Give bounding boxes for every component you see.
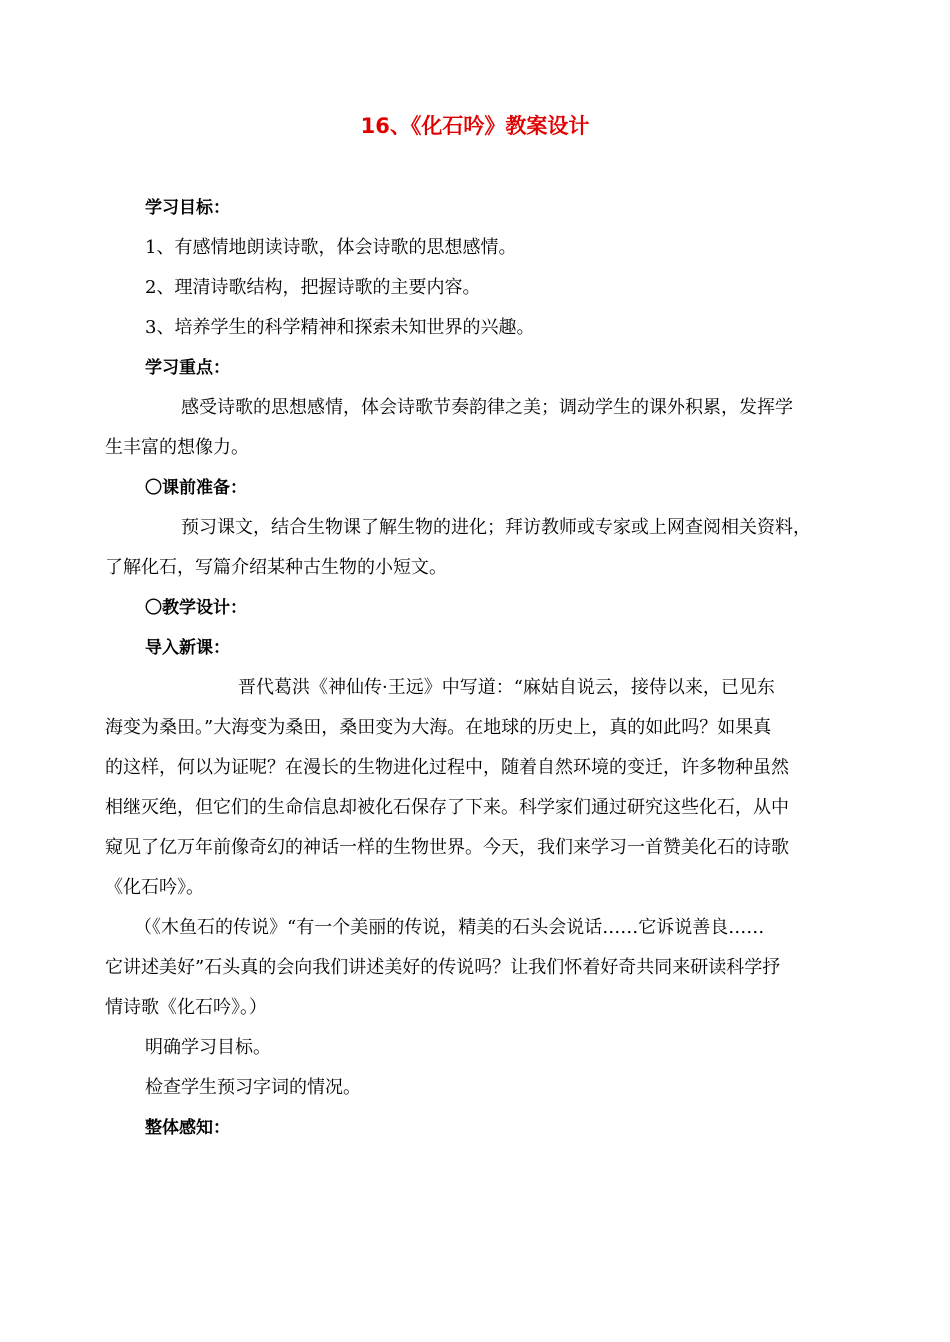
prep-line: 了解化石，写篇介绍某种古生物的小短文。 — [105, 557, 447, 578]
design-heading: 〇教学设计： — [145, 598, 247, 618]
intro-line: 窥见了亿万年前像奇幻的神话一样的生物世界。今天，我们来学习一首赞美化石的诗歌 — [105, 837, 789, 858]
prep-heading: 〇课前准备： — [145, 478, 247, 498]
goal-item: 2、理清诗歌结构，把握诗歌的主要内容。 — [145, 277, 481, 298]
intro-line: 晋代葛洪《神仙传·王远》中写道：“麻姑自说云，接侍以来，已见东 — [238, 677, 775, 698]
goal-item: 1、有感情地朗读诗歌，体会诗歌的思想感情。 — [145, 237, 517, 258]
overall-heading: 整体感知： — [145, 1118, 230, 1138]
intro-line: 海变为桑田。”大海变为桑田，桑田变为大海。在地球的历史上，真的如此吗？如果真 — [105, 717, 772, 738]
intro-heading: 导入新课： — [145, 638, 230, 658]
intro-line: 《化石吟》。 — [105, 877, 204, 898]
focus-line: 感受诗歌的思想感情，体会诗歌节奏韵律之美；调动学生的课外积累，发挥学 — [181, 397, 793, 418]
goals-heading: 学习目标： — [145, 198, 230, 218]
prep-line: 预习课文，结合生物课了解生物的进化；拜访教师或专家或上网查阅相关资料， — [181, 517, 811, 538]
intro-line: 相继灭绝，但它们的生命信息却被化石保存了下来。科学家们通过研究这些化石，从中 — [105, 797, 789, 818]
aside-line: （《木鱼石的传说》“有一个美丽的传说，精美的石头会说话……它诉说善良…… — [134, 917, 765, 938]
focus-heading: 学习重点： — [145, 358, 230, 378]
step-item: 检查学生预习字词的情况。 — [145, 1077, 361, 1098]
aside-line: 情诗歌《化石吟》。） — [105, 997, 267, 1018]
aside-line: 它讲述美好”石头真的会向我们讲述美好的传说吗？让我们怀着好奇共同来研读科学抒 — [105, 957, 781, 978]
document-title: 16、《化石吟》教案设计 — [360, 114, 590, 138]
step-item: 明确学习目标。 — [145, 1037, 271, 1058]
intro-line: 的这样，何以为证呢？在漫长的生物进化过程中，随着自然环境的变迁，许多物种虽然 — [105, 757, 789, 778]
document-body — [105, 188, 845, 1148]
goal-item: 3、培养学生的科学精神和探索未知世界的兴趣。 — [145, 317, 535, 338]
focus-line: 生丰富的想像力。 — [105, 437, 249, 458]
